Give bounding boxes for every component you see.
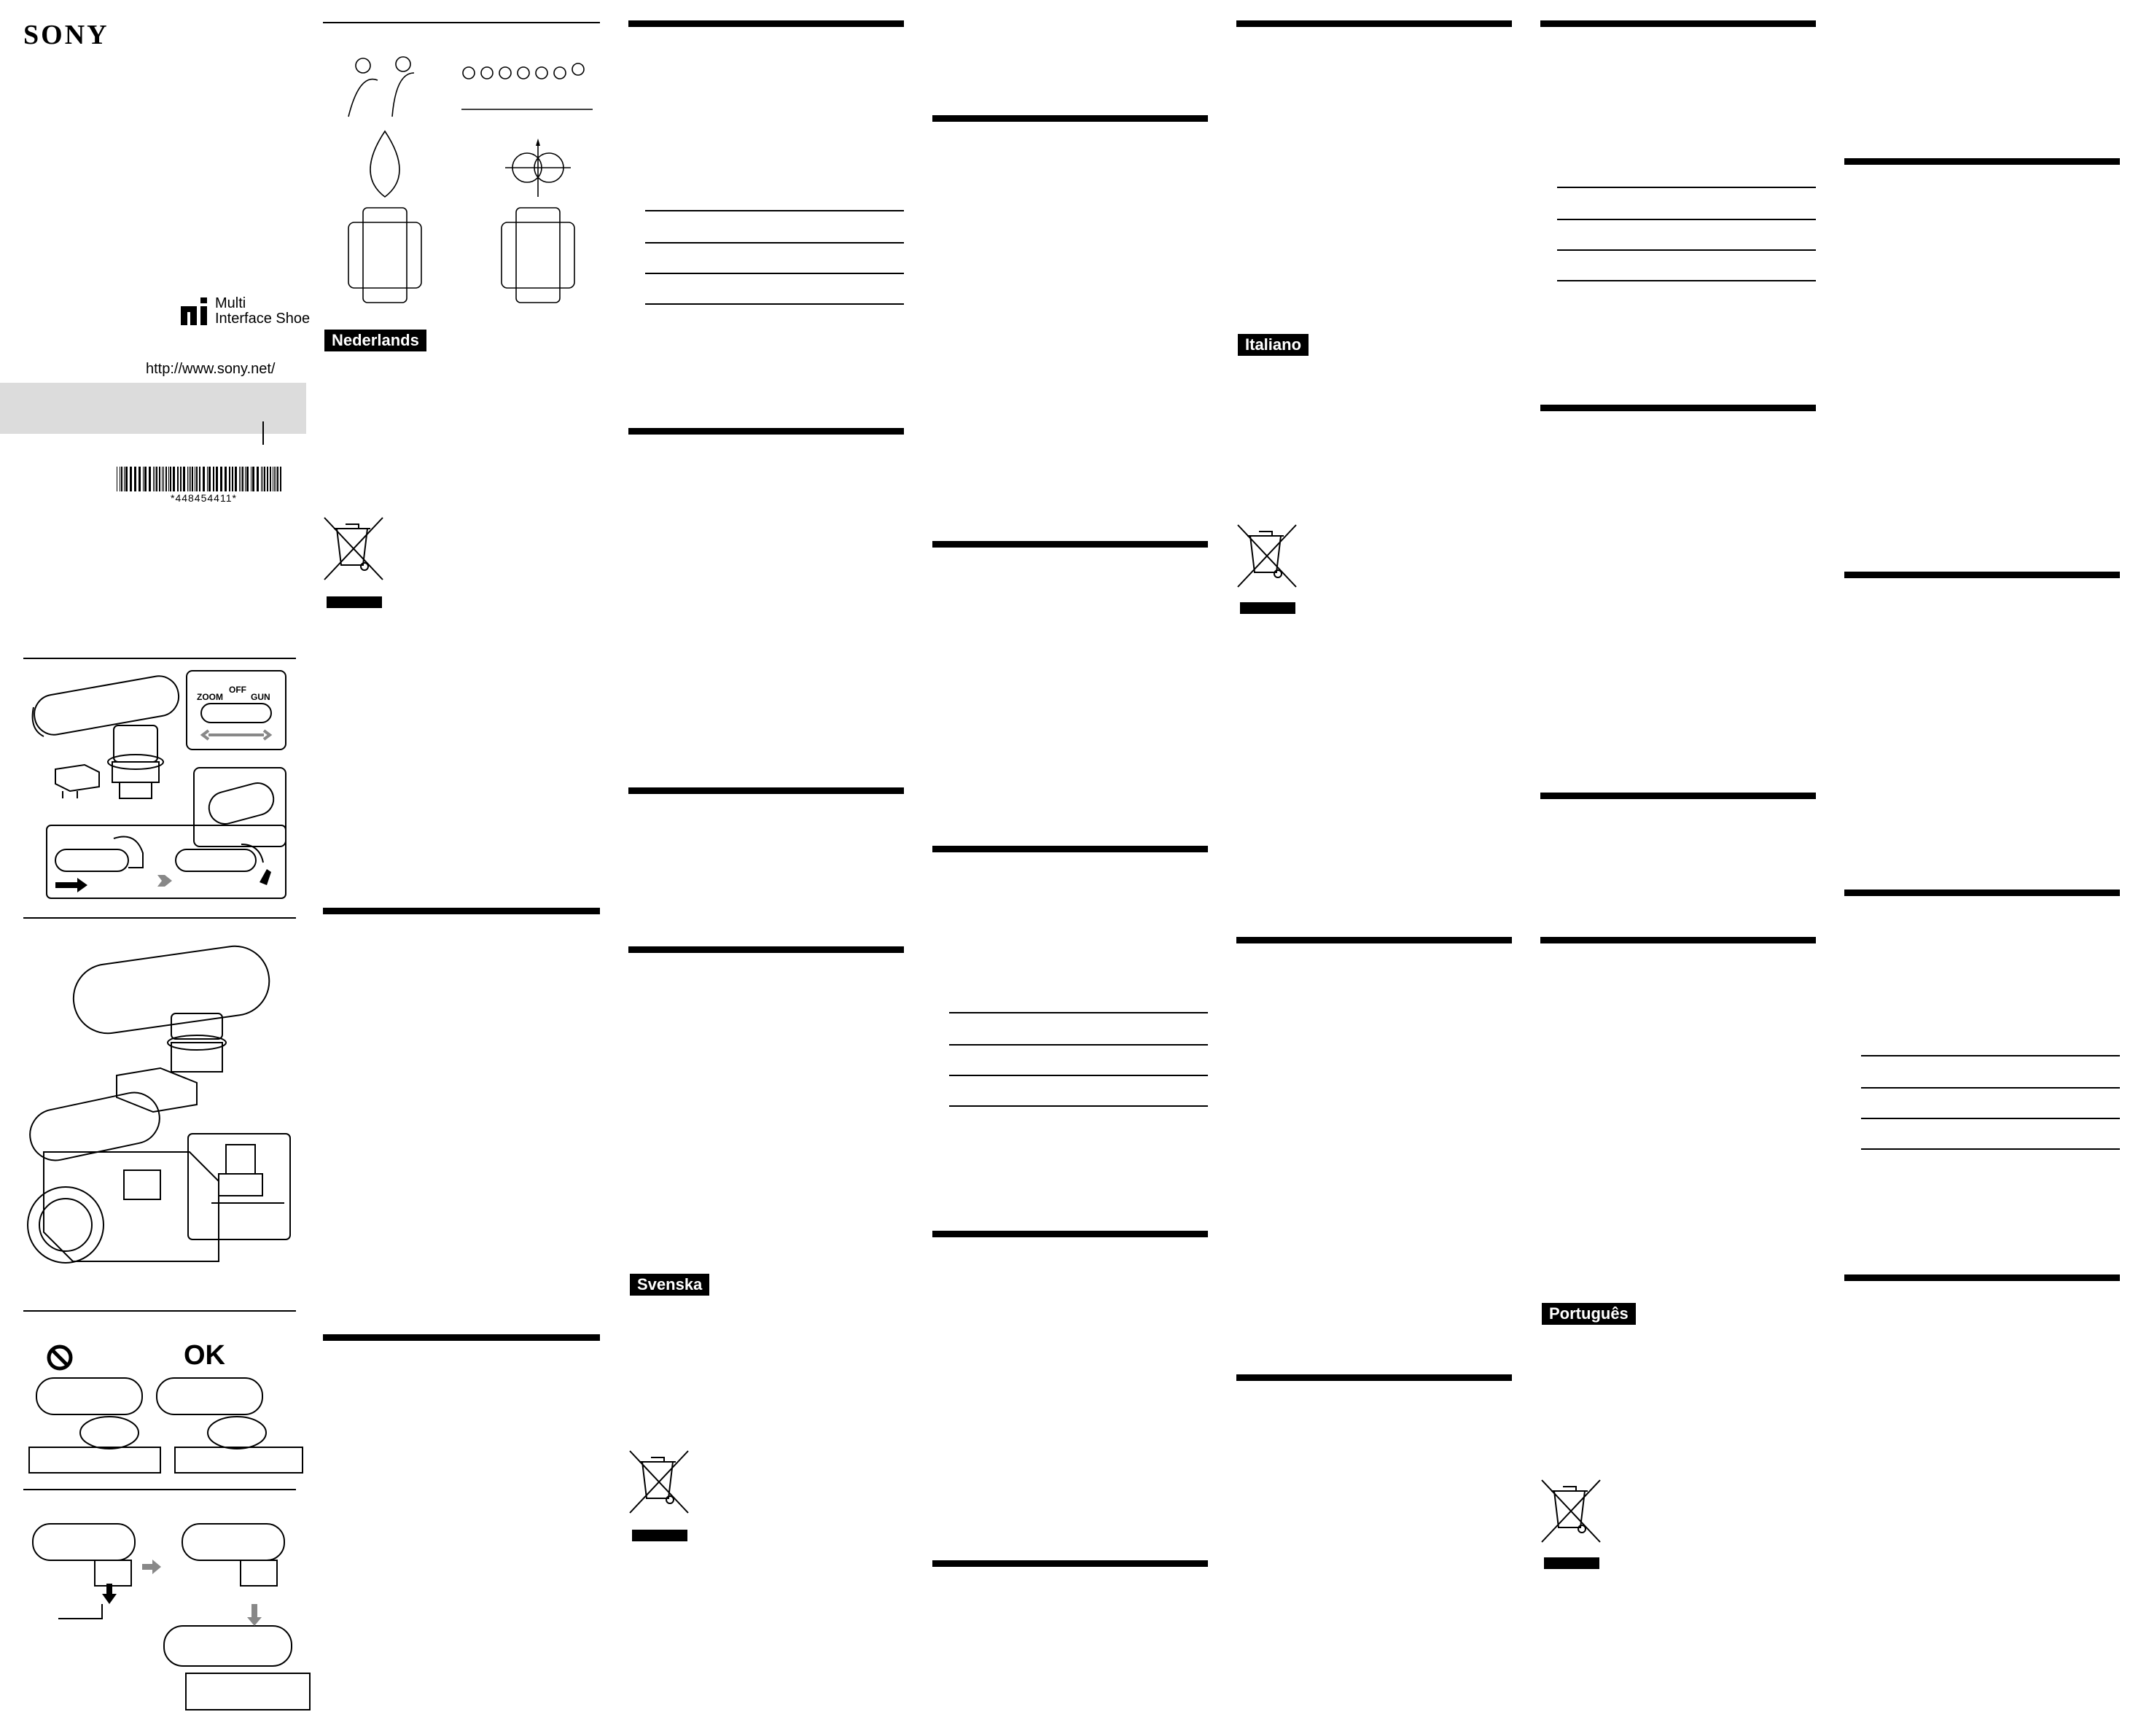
- col3-table-line-1: [645, 210, 904, 211]
- col6-table-line-3: [1557, 249, 1816, 251]
- col7-rule-3: [1844, 890, 2120, 896]
- col7-rule-1: [1844, 158, 2120, 165]
- col3-table-line-4: [645, 303, 904, 305]
- col7-table-line-4: [1861, 1148, 2120, 1150]
- figure-rule-2: [23, 917, 296, 919]
- col7-rule-4: [1844, 1274, 2120, 1281]
- col7-table-line-1: [1861, 1055, 2120, 1056]
- switch-zoom-label: ZOOM: [197, 692, 223, 702]
- col3-table-line-2: [645, 242, 904, 244]
- weee-icon: [626, 1447, 692, 1520]
- weee-bar: [1240, 602, 1295, 614]
- col7-table-line-2: [1861, 1087, 2120, 1089]
- col2-section-rule-2: [323, 1334, 600, 1341]
- col6-table-line-1: [1557, 187, 1816, 188]
- weee-bar: [632, 1530, 687, 1541]
- col3-rule-1: [628, 20, 904, 27]
- col4-table-line-1: [949, 1012, 1208, 1013]
- lang-tab-italiano: Italiano: [1238, 334, 1309, 356]
- mount-comparison-figure: [29, 1374, 306, 1476]
- col3-rule-2: [628, 428, 904, 435]
- col6-rule-4: [1540, 937, 1816, 943]
- weee-icon: [1234, 521, 1300, 594]
- col2-section-rule-1: [323, 908, 600, 914]
- grey-band: [0, 383, 306, 434]
- col7-table-line-3: [1861, 1118, 2120, 1119]
- weee-bar: [327, 596, 382, 608]
- weee-icon: [1538, 1476, 1604, 1549]
- col4-table-line-2: [949, 1044, 1208, 1046]
- ok-label: OK: [184, 1340, 225, 1371]
- weee-bar: [1544, 1557, 1599, 1569]
- lang-tab-svenska: Svenska: [630, 1274, 709, 1296]
- col3-table-line-3: [645, 273, 904, 274]
- col3-rule-4: [628, 946, 904, 953]
- col6-rule-3: [1540, 793, 1816, 799]
- col5-rule-3: [1236, 1374, 1512, 1381]
- sony-logo: SONY: [23, 20, 109, 50]
- lang-tab-portugues: Português: [1542, 1303, 1636, 1325]
- col3-rule-3: [628, 787, 904, 794]
- switch-gun-label: GUN: [251, 692, 270, 702]
- col5-rule-2: [1236, 937, 1512, 943]
- barcode: [117, 467, 284, 493]
- figure-rule-4: [23, 1489, 296, 1490]
- pickup-scenes-figure: [323, 51, 600, 357]
- weee-icon: [321, 514, 386, 587]
- col4-rule-2: [932, 541, 1208, 548]
- col4-table-line-4: [949, 1105, 1208, 1107]
- wrong-mount-icon: [45, 1343, 74, 1372]
- col6-rule-2: [1540, 405, 1816, 411]
- remove-figure: [29, 1502, 306, 1721]
- barcode-number: *448454411*: [171, 492, 237, 504]
- col4-table-line-3: [949, 1075, 1208, 1076]
- figure-rule-3: [23, 1310, 296, 1312]
- col4-rule-1: [932, 115, 1208, 122]
- col5-rule-1: [1236, 20, 1512, 27]
- col4-rule-4: [932, 1231, 1208, 1237]
- lang-tab-nederlands: Nederlands: [324, 330, 426, 351]
- col7-rule-2: [1844, 572, 2120, 578]
- col4-rule-3: [932, 846, 1208, 852]
- col6-table-line-4: [1557, 280, 1816, 281]
- sony-url: http://www.sony.net/: [146, 361, 276, 377]
- figure-rule-1: [23, 658, 296, 659]
- col6-rule-1: [1540, 20, 1816, 27]
- band-marker: [262, 421, 264, 445]
- attach-camcorder-figure: [22, 926, 299, 1305]
- col4-rule-5: [932, 1560, 1208, 1567]
- switch-off-label: OFF: [229, 685, 246, 695]
- col2-top-rule: [323, 22, 600, 23]
- multi-interface-shoe-text: Multi Interface Shoe: [215, 295, 311, 327]
- col6-table-line-2: [1557, 219, 1816, 220]
- microphone-parts-figure: [26, 663, 289, 904]
